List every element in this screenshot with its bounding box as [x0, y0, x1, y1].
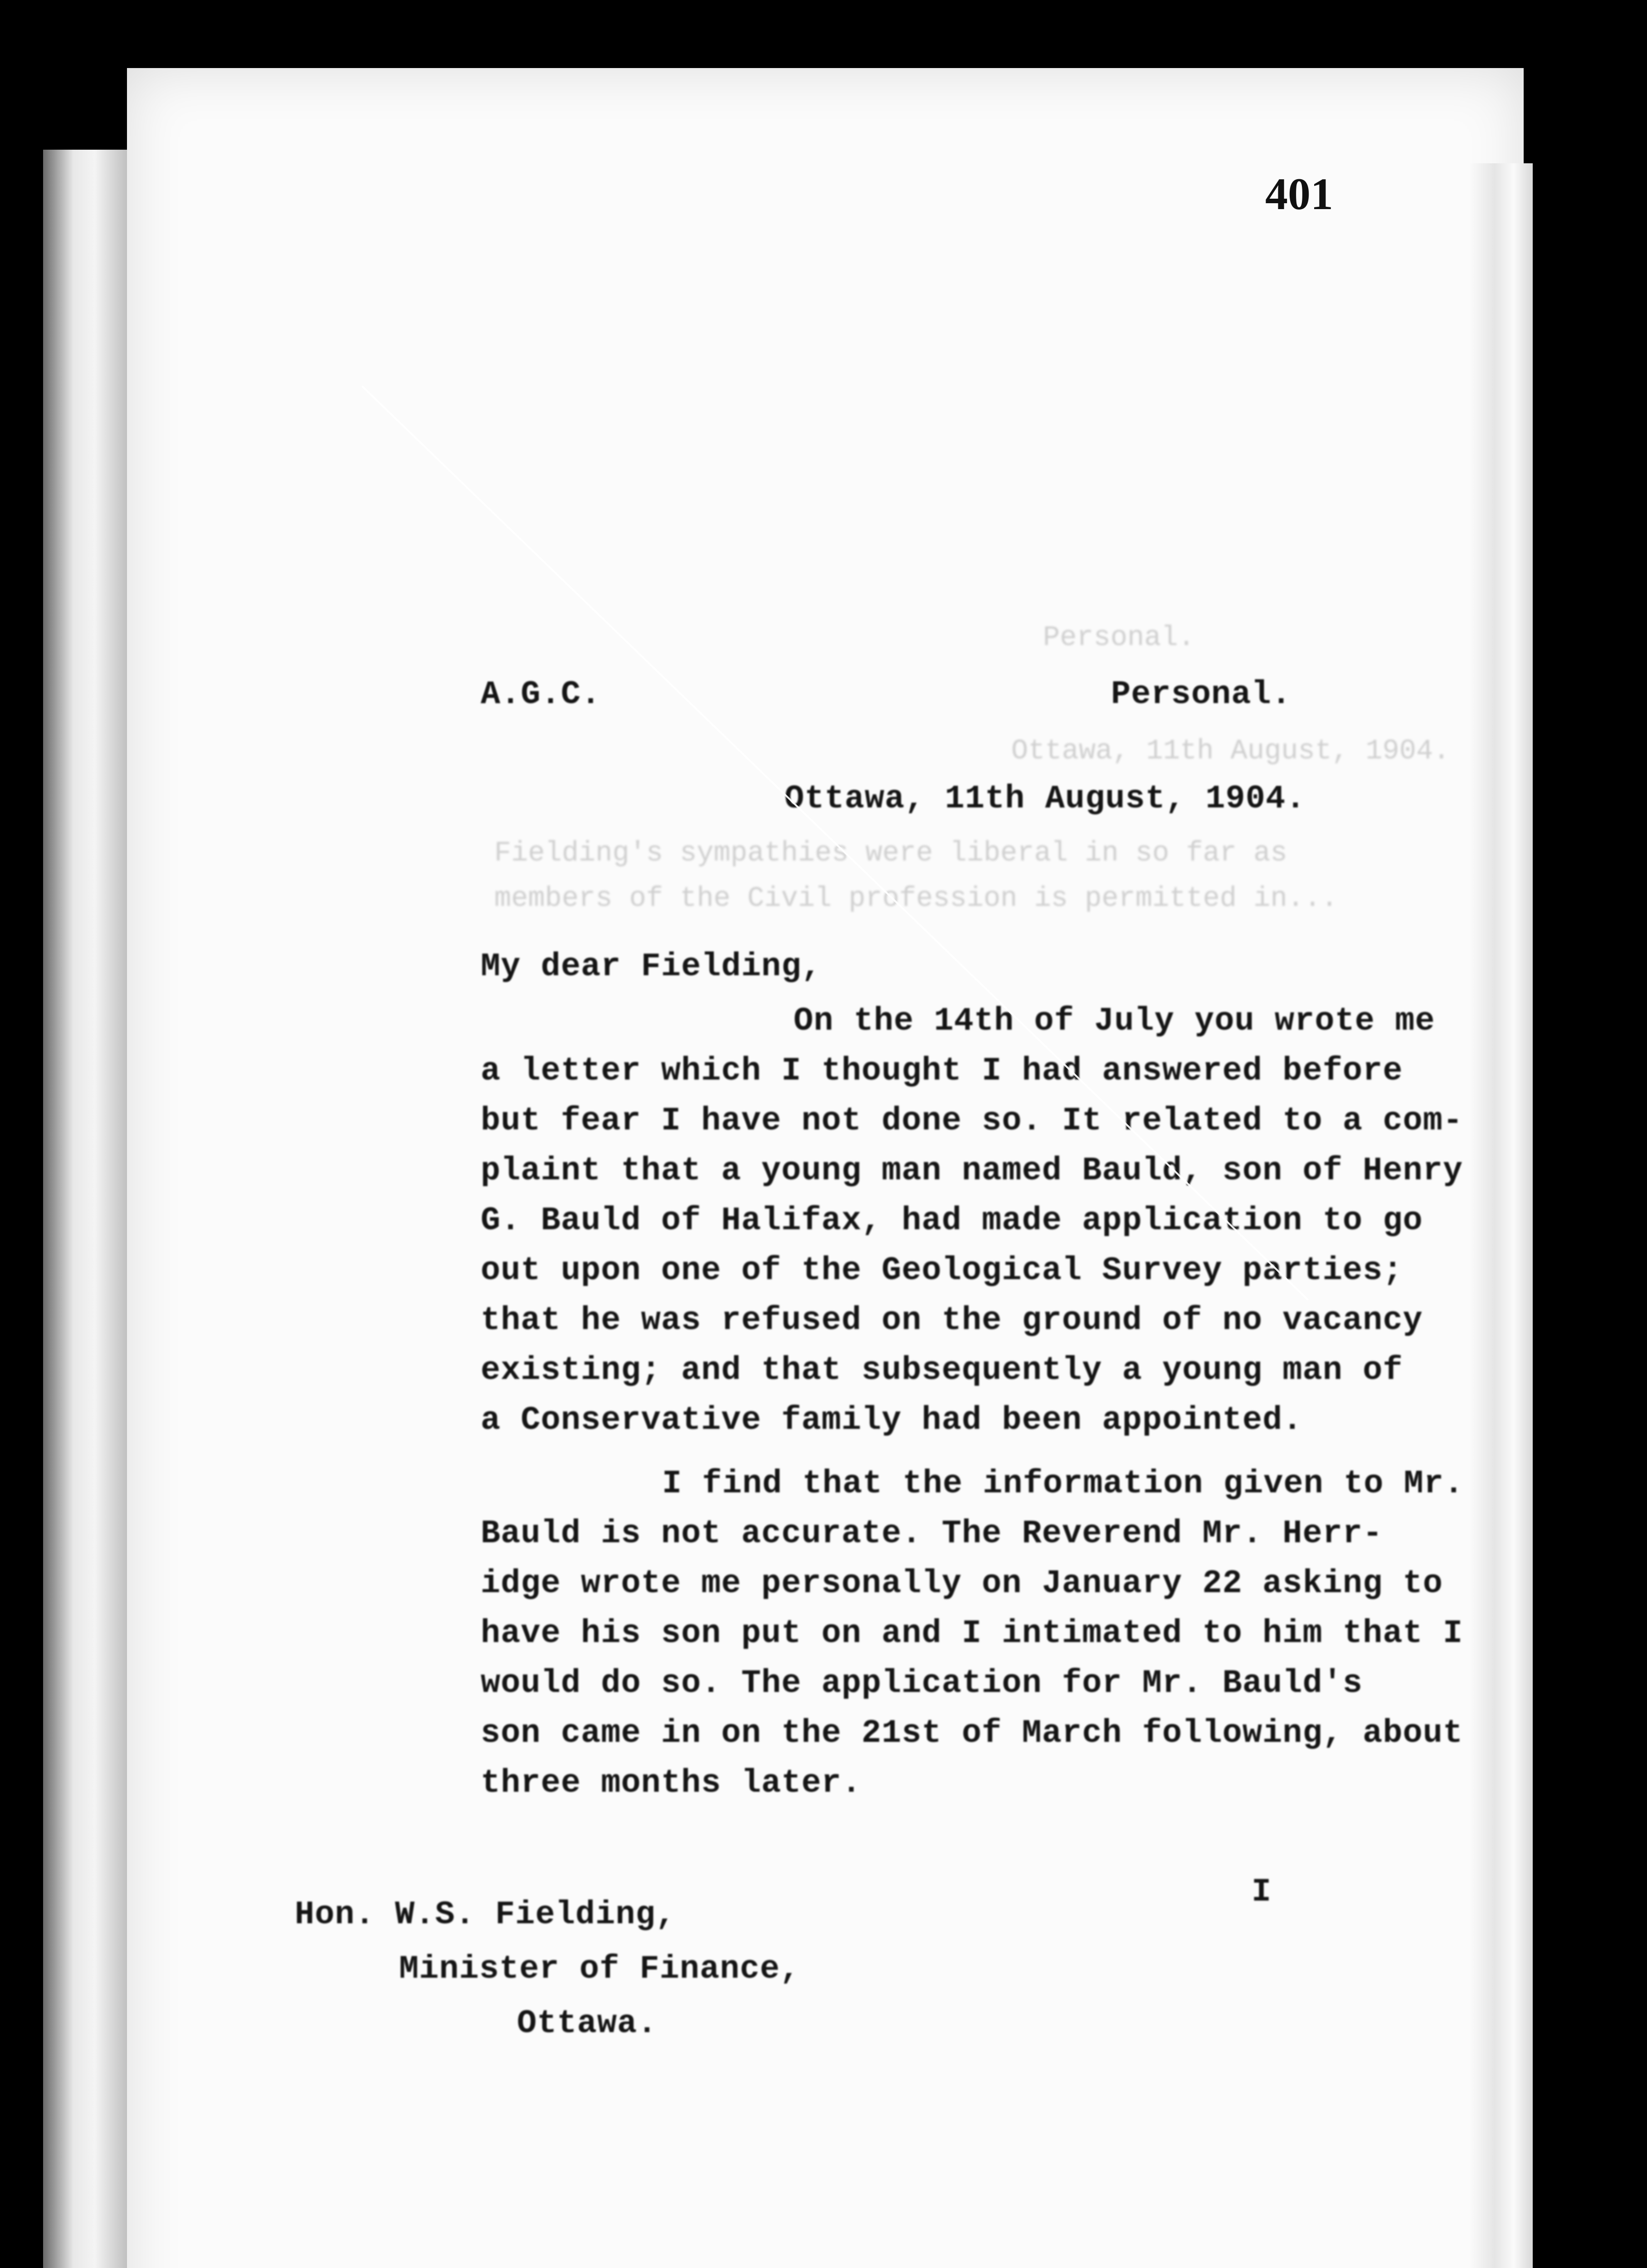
letter-line: G. Bauld of Halifax, had made application to go	[481, 1202, 1423, 1239]
letter-reference: A.G.C.	[481, 676, 601, 713]
letter-line: I find that the information given to Mr.	[662, 1465, 1464, 1502]
addressee-title: Minister of Finance,	[399, 1950, 800, 1988]
letter-line: idge wrote me personally on January 22 asking to	[481, 1565, 1443, 1602]
letter-line: On the 14th of July you wrote me	[794, 1002, 1435, 1040]
ghost-text-line: members of the Civil profession is permitted in...	[494, 882, 1338, 914]
ghost-text-personal: Personal.	[1043, 621, 1195, 654]
page-number: 401	[1265, 169, 1333, 219]
ghost-text-line: Fielding's sympathies were liberal in so far as	[494, 837, 1287, 869]
letter-salutation: My dear Fielding,	[481, 948, 822, 985]
addressee-name: Hon. W.S. Fielding,	[295, 1896, 676, 1933]
letter-line: plaint that a young man named Bauld, son of Henry	[481, 1152, 1463, 1189]
letter-line: but fear I have not done so. It related to a com-	[481, 1102, 1463, 1139]
letter-line: that he was refused on the ground of no vacancy	[481, 1302, 1423, 1339]
addressee-city: Ottawa.	[517, 2005, 658, 2042]
letter-line: out upon one of the Geological Survey parties;	[481, 1252, 1403, 1289]
right-page-edge	[1469, 163, 1533, 2268]
letter-line: Bauld is not accurate. The Reverend Mr. Herr-	[481, 1515, 1383, 1552]
letter-line: son came in on the 21st of March following, about	[481, 1715, 1463, 1752]
letter-date: Ottawa, 11th August, 1904.	[785, 780, 1306, 817]
ghost-text-date: Ottawa, 11th August, 1904.	[1011, 735, 1450, 767]
letter-line: existing; and that subsequently a young man of	[481, 1352, 1403, 1389]
left-page-edge	[43, 150, 129, 2268]
continuation-mark: I	[1252, 1873, 1272, 1911]
letter-line: would do so. The application for Mr. Bauld's	[481, 1665, 1363, 1702]
letter-line: have his son put on and I intimated to him that I	[481, 1615, 1463, 1652]
letter-line: a letter which I thought I had answered before	[481, 1052, 1403, 1090]
letter-classification: Personal.	[1111, 676, 1291, 713]
letter-line: a Conservative family had been appointed.	[481, 1402, 1303, 1439]
letter-line: three months later.	[481, 1765, 862, 1802]
